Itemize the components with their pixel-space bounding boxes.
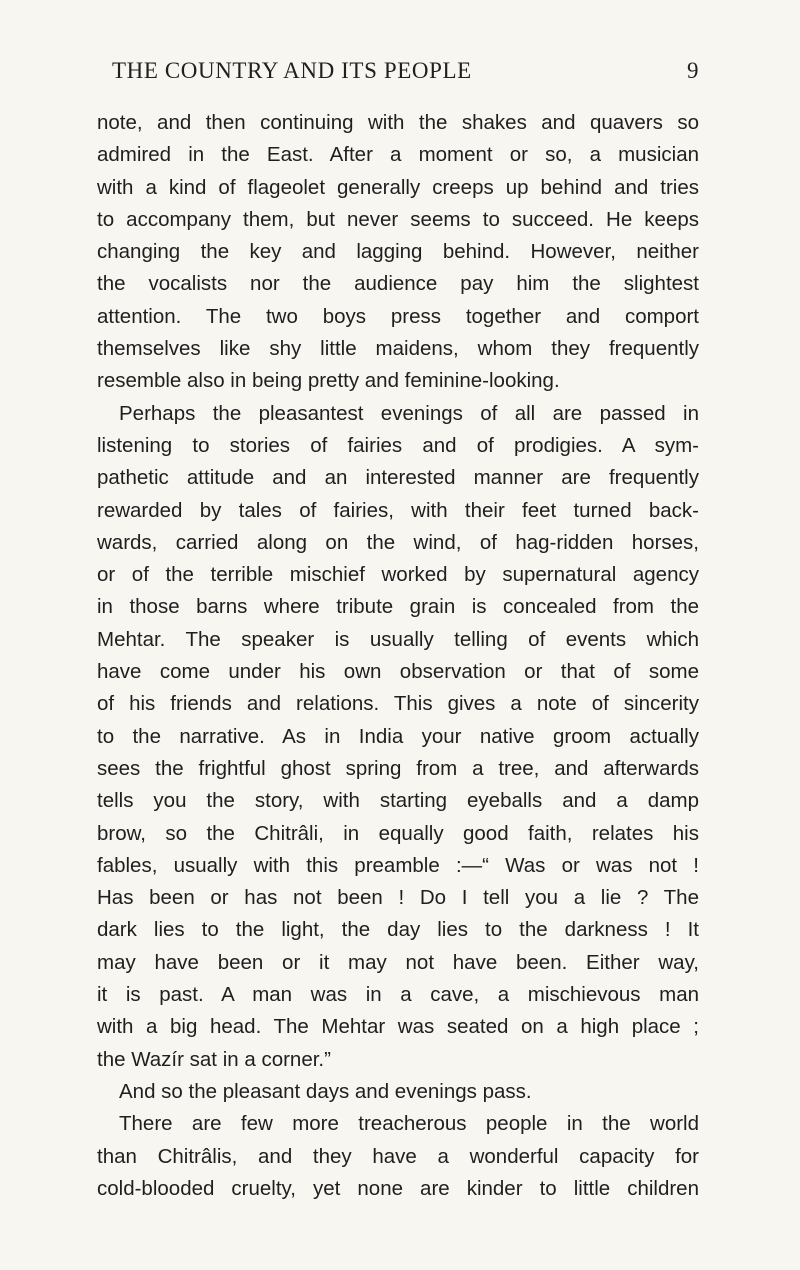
text-line: There are few more treacherous people in the world	[119, 1112, 699, 1136]
text-line: Mehtar. The speaker is usually telling of events which	[97, 627, 699, 651]
running-title: THE COUNTRY AND ITS PEOPLE	[112, 58, 472, 83]
text-line: with a kind of flageolet generally creeps up behind and tries	[97, 175, 699, 199]
text-line: Perhaps the pleasantest evenings of all are passed in	[119, 401, 699, 425]
page-header	[0, 58, 800, 98]
text-line: in those barns where tribute grain is concealed from the	[97, 595, 699, 619]
text-line: may have been or it may not have been. Either way,	[97, 950, 699, 974]
body-text	[97, 107, 699, 1205]
text-line: than Chitrâlis, and they have a wonderful capacity for	[97, 1144, 699, 1168]
text-line: to accompany them, but never seems to succeed. He keeps	[97, 207, 699, 231]
text-line: wards, carried along on the wind, of hag-ridden horses,	[97, 530, 699, 554]
text-line: of his friends and relations. This gives a note of sincerity	[97, 692, 699, 716]
text-line: fables, usually with this preamble :—“ Was or was not !	[97, 853, 699, 877]
text-line: the Wazír sat in a corner.”	[97, 1047, 331, 1071]
text-line: sees the frightful ghost spring from a tree, and afterwards	[97, 756, 699, 780]
text-line: or of the terrible mischief worked by supernatural agency	[97, 563, 699, 587]
text-line: changing the key and lagging behind. However, neither	[97, 240, 699, 264]
page-number: 9	[687, 58, 700, 83]
text-line: cold-blooded cruelty, yet none are kinder to little children	[97, 1176, 699, 1200]
text-line: the vocalists nor the audience pay him the slightest	[97, 272, 699, 296]
text-line: note, and then continuing with the shakes and quavers so	[97, 111, 699, 134]
text-line: pathetic attitude and an interested manner are frequently	[97, 466, 699, 490]
text-line: Has been or has not been ! Do I tell you a lie ? The	[97, 886, 699, 910]
text-line: it is past. A man was in a cave, a mischievous man	[97, 983, 699, 1007]
text-line: listening to stories of fairies and of prodigies. A sym-	[97, 433, 699, 457]
text-line: And so the pleasant days and evenings pass.	[119, 1079, 532, 1103]
text-line: rewarded by tales of fairies, with their feet turned back-	[97, 498, 699, 522]
text-line: dark lies to the light, the day lies to the darkness ! It	[97, 918, 699, 942]
text-line: resemble also in being pretty and feminine-looking.	[97, 369, 560, 393]
text-line: brow, so the Chitrâli, in equally good faith, relates his	[97, 821, 699, 845]
text-line: have come under his own observation or that of some	[97, 660, 699, 684]
text-line: tells you the story, with starting eyeballs and a damp	[97, 789, 699, 813]
text-line: with a big head. The Mehtar was seated on a high place ;	[97, 1015, 699, 1039]
text-line: to the narrative. As in India your native groom actually	[97, 724, 699, 748]
text-line: attention. The two boys press together and comport	[97, 304, 699, 328]
text-line: themselves like shy little maidens, whom they frequently	[97, 337, 699, 361]
text-line: admired in the East. After a moment or so, a musician	[97, 143, 699, 167]
